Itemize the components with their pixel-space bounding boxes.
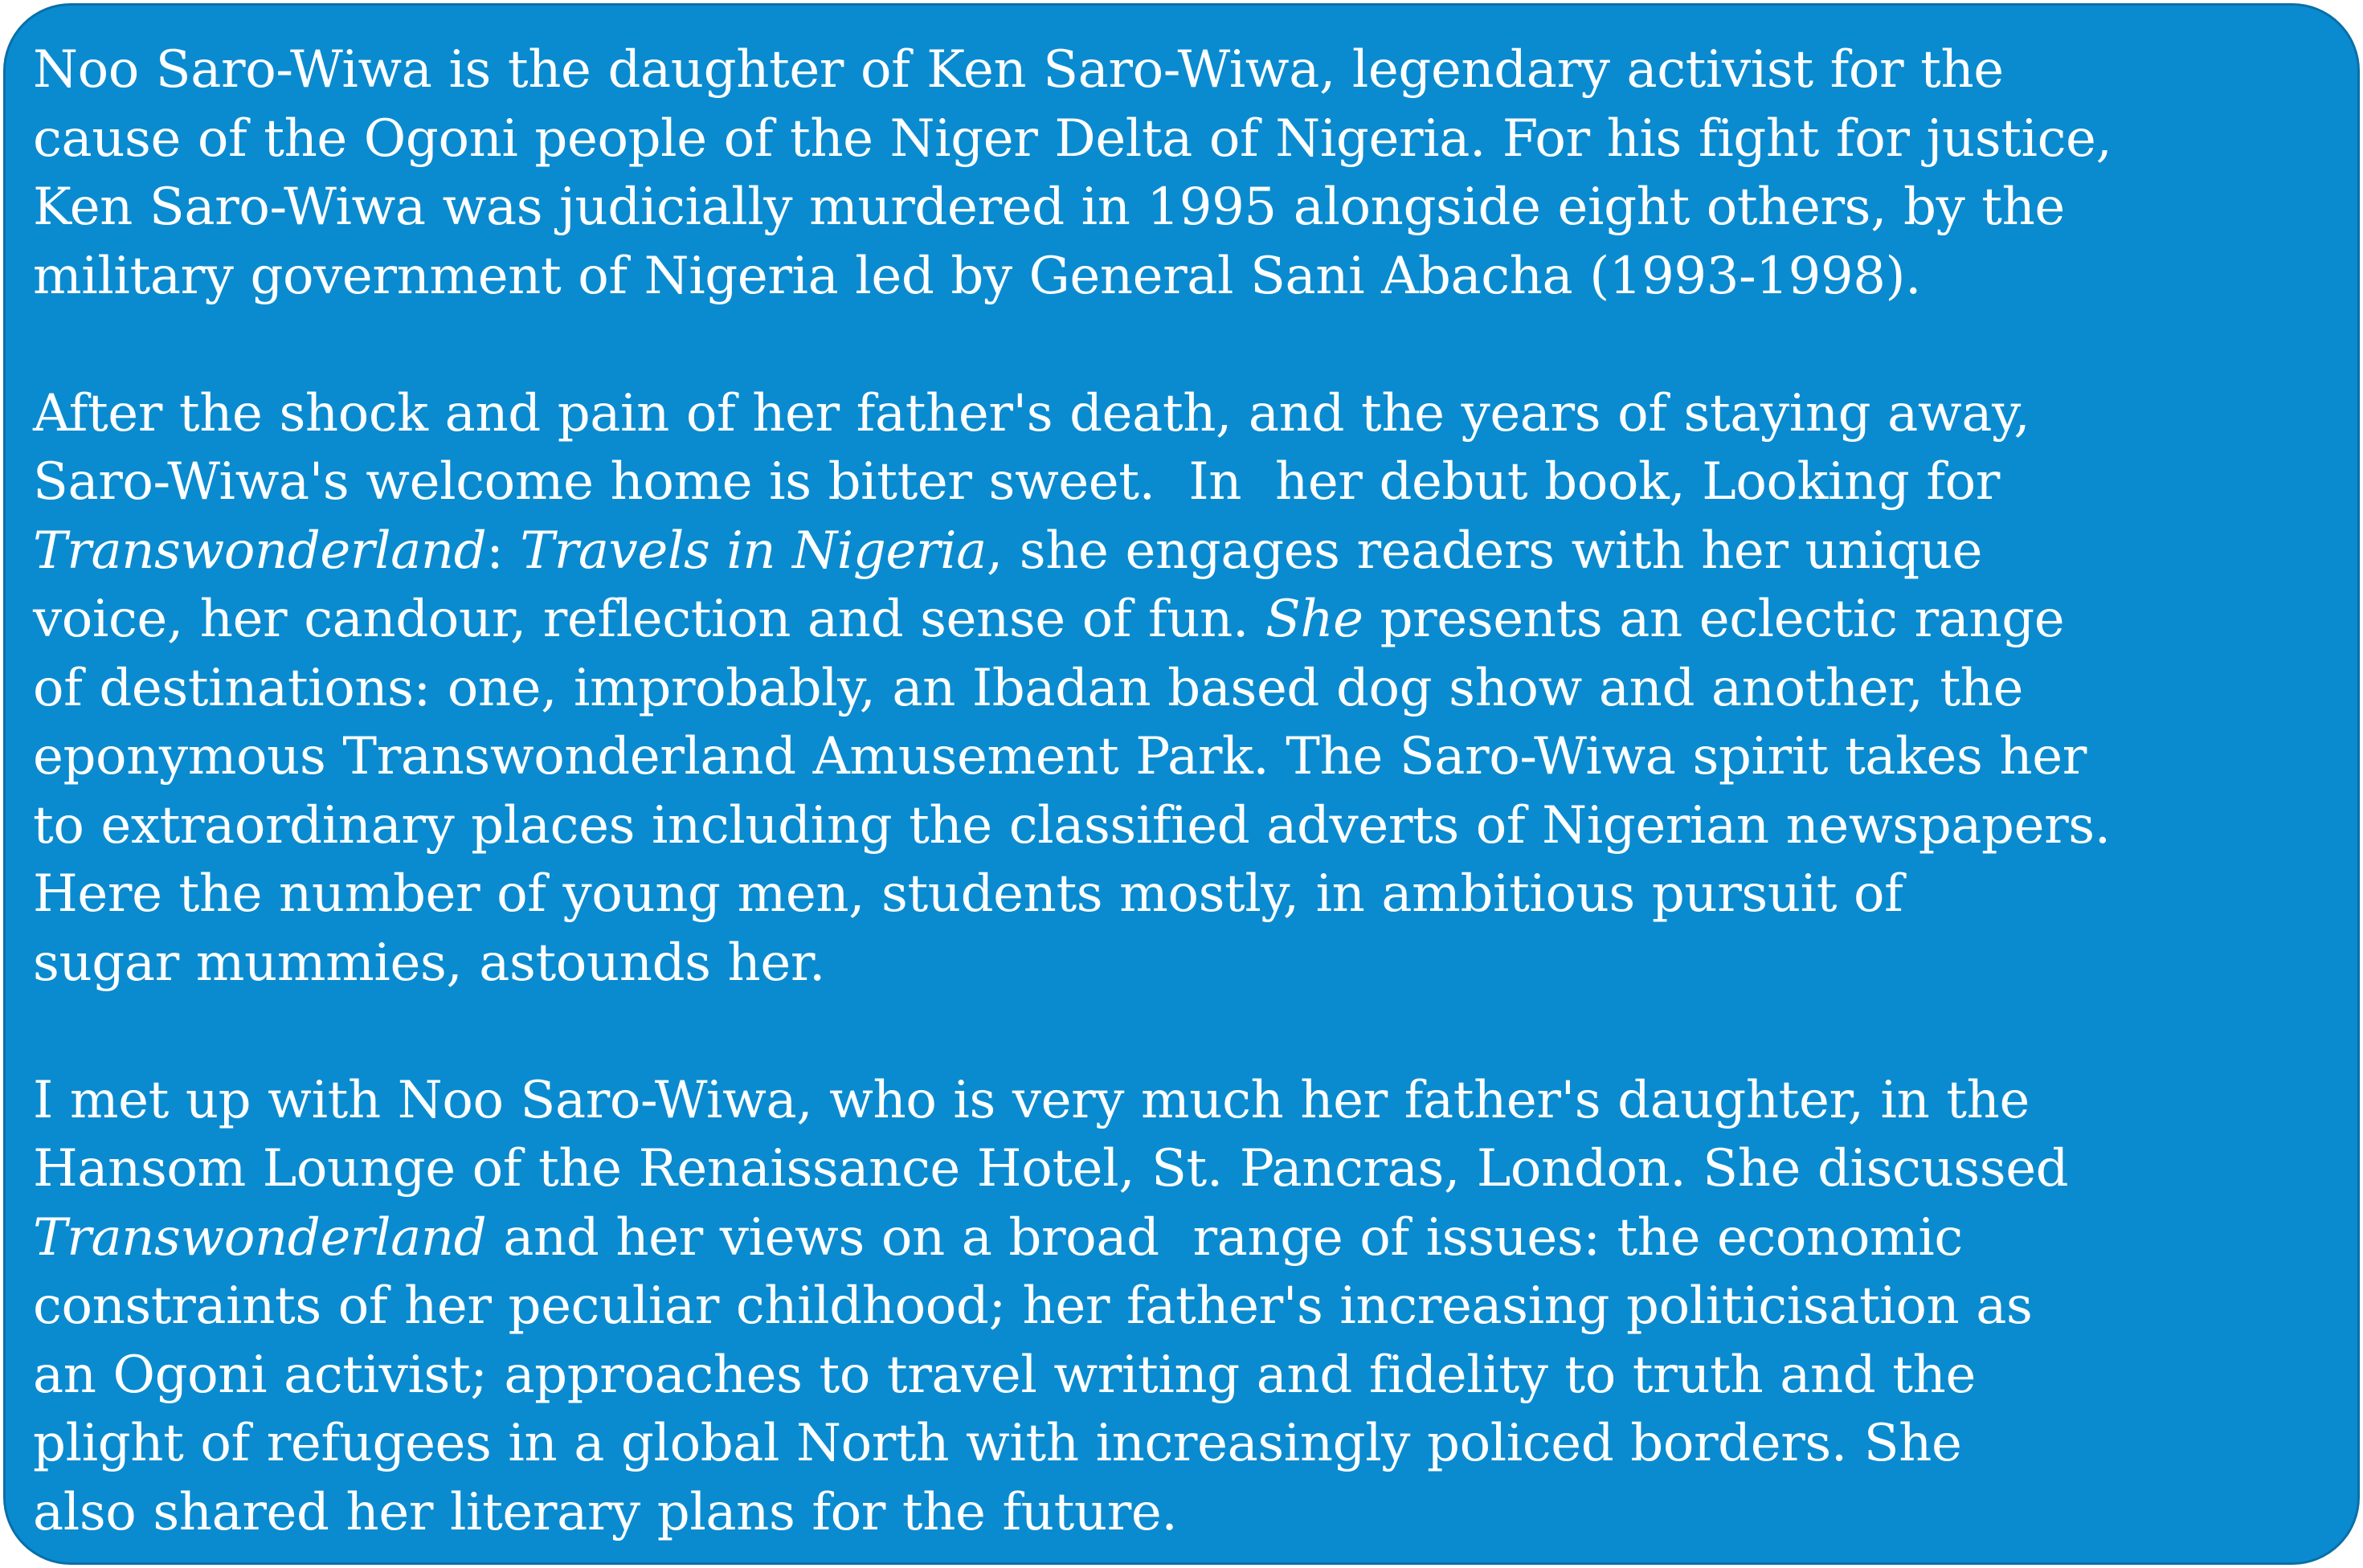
emphasis-italic: She [1265,590,1363,649]
text-line: eponymous Transwonderland Amusement Park. The Saro-Wiwa spirit takes her [33,727,2087,786]
article-intro [33,36,2355,1547]
text-line: Noo Saro-Wiwa is the daughter of Ken Saro-Wiwa, legendary activist for the [33,40,2004,100]
text-line: plight of refugees in a global North with increasingly policed borders. She [33,1414,1962,1473]
text-line: cause of the Ogoni people of the Niger Delta of Nigeria. For his fight for justice, [33,108,2112,169]
text-line: constraints of her peculiar childhood; her father's increasing politicisation as [33,1276,2033,1336]
text-line: military government of Nigeria led by General Sani Abacha (1993-1998). [33,246,1922,306]
text-line: of destinations: one, improbably, an Ibadan based dog show and another, the [33,658,2023,718]
text-line: an Ogoni activist; approaches to travel writing and fidelity to truth and the [33,1345,1976,1405]
text-line: I met up with Noo Saro-Wiwa, who is very much her father's daughter, in the [33,1070,2030,1130]
text-fragment: and her views on a broad range of issues: the economic [486,1207,1963,1268]
text-line: Ken Saro-Wiwa was judicially murdered in 1995 alongside eight others, by the [33,178,2065,237]
text-line: also shared her literary plans for the future. [33,1482,1178,1542]
text-line: After the shock and pain of her father's death, and the years of staying away, [33,383,2030,443]
text-line: Saro-Wiwa's welcome home is bitter sweet. In her debut book, Looking for [33,452,2000,512]
paragraph-2 [33,380,2355,998]
paragraph-3 [33,1067,2355,1548]
paragraph-1 [33,36,2355,311]
text-fragment: voice, her candour, reflection and sense of fun. [33,590,1265,649]
text-line [33,586,2355,655]
text-line [33,1204,2355,1273]
text-line: to extraordinary places including the classified adverts of Nigerian newspapers. [33,795,2111,855]
book-title-italic: Transwonderland [33,1207,487,1268]
text-fragment: : [486,521,521,581]
book-title-italic: Transwonderland [33,521,487,581]
text-line [33,517,2355,586]
text-panel [3,3,2360,1565]
text-fragment: presents an eclectic range [1363,590,2065,649]
text-line: Hansom Lounge of the Renaissance Hotel, St. Pancras, London. She discussed [33,1139,2069,1198]
text-fragment: , she engages readers with her unique [986,521,1983,581]
book-subtitle-italic: Travels in Nigeria [520,521,987,581]
text-line: Here the number of young men, students mostly, in ambitious pursuit of [33,864,1903,924]
text-line: sugar mummies, astounds her. [33,933,825,993]
